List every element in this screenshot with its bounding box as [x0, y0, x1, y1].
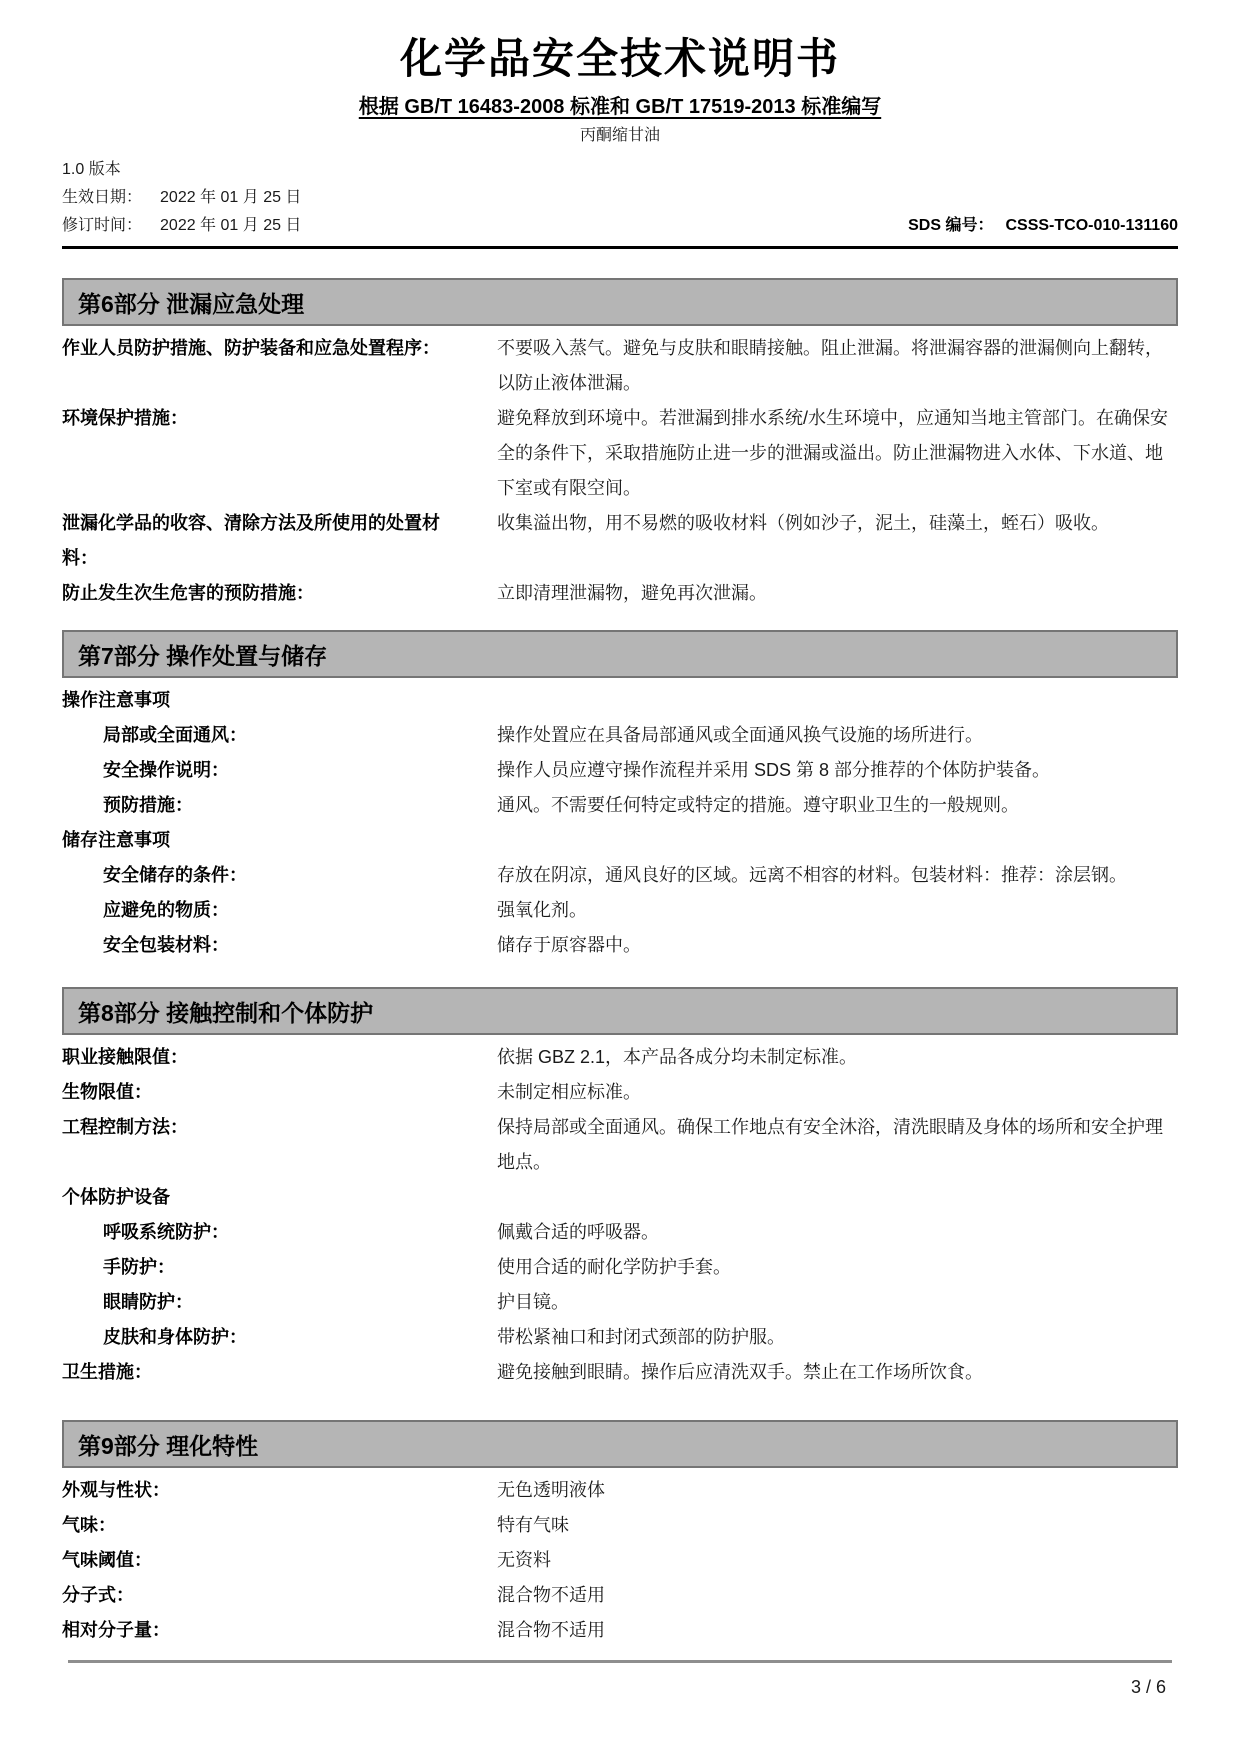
doc-title: 化学品安全技术说明书: [399, 35, 840, 82]
field-row: [62, 1180, 1178, 1215]
field-label: 安全包装材料：: [103, 935, 229, 955]
page-number: 3 / 6: [1130, 1677, 1166, 1697]
effective-date-value: 2022 年 01 月 25 日: [160, 189, 302, 206]
field-row: [62, 683, 1178, 718]
header-rule: [62, 246, 1178, 249]
field-label: 分子式：: [62, 1585, 134, 1605]
field-row: [62, 788, 1178, 823]
sds-number: [908, 212, 1178, 240]
revision-date-label: 修订时间：: [62, 217, 143, 234]
field-value: 无色透明液体: [497, 1480, 605, 1500]
field-label: 工程控制方法：: [62, 1117, 188, 1137]
sds-number-label: SDS 编号：: [908, 217, 994, 234]
field-value: 强氧化剂。: [497, 900, 587, 920]
field-row: [62, 1320, 1178, 1355]
field-value: 护目镜。: [497, 1292, 569, 1312]
field-row: [62, 1075, 1178, 1110]
field-row: [62, 753, 1178, 788]
field-value: 特有气味: [497, 1515, 569, 1535]
field-value: 带松紧袖口和封闭式颈部的防护服。: [497, 1327, 785, 1347]
section-block: [62, 987, 1178, 1390]
section-header: 第7部分 操作处置与储存: [62, 630, 1178, 678]
field-value: 储存于原容器中。: [497, 935, 641, 955]
field-label: 应避免的物质：: [103, 900, 229, 920]
field-label: 预防措施：: [103, 795, 193, 815]
field-row: [62, 823, 1178, 858]
field-value: 依据 GBZ 2.1，本产品各成分均未制定标准。: [497, 1047, 858, 1067]
field-label: 呼吸系统防护：: [103, 1222, 229, 1242]
field-row: [62, 893, 1178, 928]
field-value: 佩戴合适的呼吸器。: [497, 1222, 659, 1242]
version-row: [62, 156, 1178, 184]
field-label: 职业接触限值：: [62, 1047, 188, 1067]
product-name: 丙酮缩甘油: [579, 127, 660, 144]
field-label: 手防护：: [103, 1257, 175, 1277]
field-label: 安全储存的条件：: [103, 865, 247, 885]
field-label: 环境保护措施：: [62, 408, 188, 428]
field-label: 眼睛防护：: [103, 1292, 193, 1312]
section-block: [62, 1420, 1178, 1648]
field-value: 使用合适的耐化学防护手套。: [497, 1257, 731, 1277]
field-value: 混合物不适用: [497, 1620, 605, 1640]
field-label: 个体防护设备: [62, 1187, 170, 1207]
field-value: 保持局部或全面通风。确保工作地点有安全沐浴，清洗眼睛及身体的场所和安全护理地点。: [497, 1117, 1163, 1172]
field-row: [62, 1250, 1178, 1285]
section-block: [62, 278, 1178, 611]
section-header: 第8部分 接触控制和个体防护: [62, 987, 1178, 1035]
field-value: 立即清理泄漏物，避免再次泄漏。: [497, 583, 767, 603]
field-value: 不要吸入蒸气。避免与皮肤和眼睛接触。阻止泄漏。将泄漏容器的泄漏侧向上翻转，以防止液体泄漏。: [497, 338, 1163, 393]
section-rows: [62, 1040, 1178, 1390]
field-row: [62, 1578, 1178, 1613]
section-rows: [62, 331, 1178, 611]
field-row: [62, 858, 1178, 893]
field-label: 皮肤和身体防护：: [103, 1327, 247, 1347]
field-row: [62, 331, 1178, 401]
field-label: 气味阈值：: [62, 1550, 152, 1570]
field-row: [62, 1355, 1178, 1390]
section-header: 第6部分 泄漏应急处理: [62, 278, 1178, 326]
field-row: [62, 576, 1178, 611]
section-header: 第9部分 理化特性: [62, 1420, 1178, 1468]
field-row: [62, 1285, 1178, 1320]
section-block: [62, 630, 1178, 963]
field-label: 局部或全面通风：: [103, 725, 247, 745]
sections: [62, 278, 1178, 1648]
field-row: [62, 401, 1178, 506]
document-content: [62, 30, 1178, 1648]
field-value: 无资料: [497, 1550, 551, 1570]
field-row: [62, 1508, 1178, 1543]
effective-date-row: [62, 184, 1178, 212]
field-row: [62, 1040, 1178, 1075]
field-value: 操作处置应在具备局部通风或全面通风换气设施的场所进行。: [497, 725, 983, 745]
field-label: 外观与性状：: [62, 1480, 170, 1500]
field-label: 操作注意事项: [62, 690, 170, 710]
section-rows: [62, 1473, 1178, 1648]
field-label: 相对分子量：: [62, 1620, 170, 1640]
field-value: 避免释放到环境中。若泄漏到排水系统/水生环境中，应通知当地主管部门。在确保安全的条件下，采取措施防止进一步的泄漏或溢出。防止泄漏物进入水体、下水道、地下室或有限空间。: [497, 408, 1168, 498]
revision-date-row: [62, 212, 1178, 240]
field-label: 安全操作说明：: [103, 760, 229, 780]
field-label: 防止发生次生危害的预防措施：: [62, 583, 314, 603]
field-row: [62, 1110, 1178, 1180]
document-meta: [62, 156, 1178, 240]
version-label: 1.0 版本: [62, 161, 121, 178]
field-label: 作业人员防护措施、防护装备和应急处置程序：: [62, 338, 440, 358]
field-value: 未制定相应标准。: [497, 1082, 641, 1102]
field-row: [62, 928, 1178, 963]
field-row: [62, 1613, 1178, 1648]
field-value: 混合物不适用: [497, 1585, 605, 1605]
doc-subtitle: 根据 GB/T 16483-2008 标准和 GB/T 17519-2013 标准编写: [358, 96, 882, 118]
field-label: 储存注意事项: [62, 830, 170, 850]
field-label: 气味：: [62, 1515, 116, 1535]
field-row: [62, 718, 1178, 753]
field-row: [62, 1473, 1178, 1508]
effective-date-label: 生效日期：: [62, 189, 143, 206]
field-value: 操作人员应遵守操作流程并采用 SDS 第 8 部分推荐的个体防护装备。: [497, 760, 1051, 780]
field-row: [62, 1543, 1178, 1578]
field-label: 泄漏化学品的收容、清除方法及所使用的处置材料：: [62, 513, 440, 568]
field-row: [62, 1215, 1178, 1250]
field-value: 通风。不需要任何特定或特定的措施。遵守职业卫生的一般规则。: [497, 795, 1019, 815]
field-value: 避免接触到眼睛。操作后应清洗双手。禁止在工作场所饮食。: [497, 1362, 983, 1382]
field-row: [62, 506, 1178, 576]
footer-rule: [68, 1660, 1172, 1698]
field-value: 收集溢出物，用不易燃的吸收材料（例如沙子，泥土，硅藻土，蛭石）吸收。: [497, 513, 1109, 533]
revision-date-value: 2022 年 01 月 25 日: [160, 217, 302, 234]
field-label: 卫生措施：: [62, 1362, 152, 1382]
field-value: 存放在阴凉，通风良好的区域。远离不相容的材料。包装材料：推荐：涂层钢。: [497, 865, 1127, 885]
sds-number-value: CSSS-TCO-010-131160: [1005, 217, 1178, 234]
section-rows: [62, 683, 1178, 963]
field-label: 生物限值：: [62, 1082, 152, 1102]
